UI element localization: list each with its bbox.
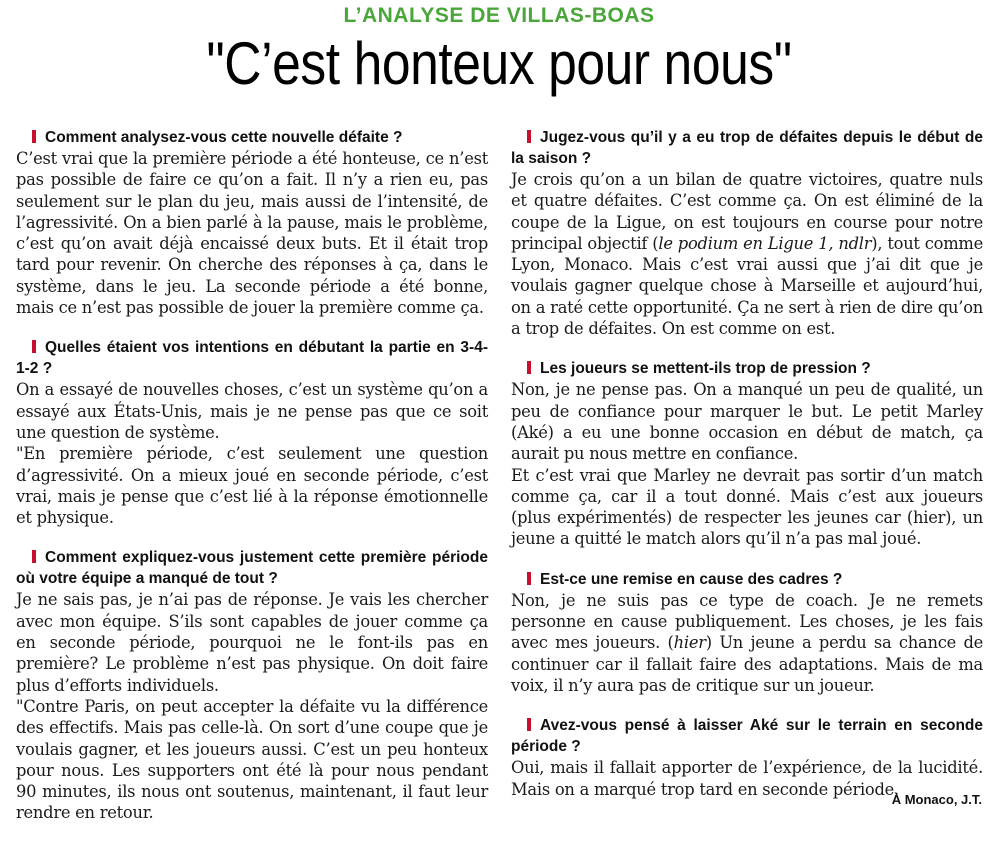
question-marker-icon — [527, 718, 531, 731]
answer-text: ) Un jeune a perdu sa chance de continuer car il fallait faire des adaptations. Mais de ma voix, il n’y aura pas de critique sur un joueur. — [511, 633, 983, 695]
question — [511, 569, 983, 590]
question-text: Les joueurs se mettent-ils trop de pression ? — [540, 360, 871, 378]
answer-text: Je crois qu’on a un bilan de quatre victoires, quatre nuls et quatre défaites. C’est comme ça. On est éliminé de la coupe de la Ligue, on est toujours en course pour notre principal objectif ( — [511, 170, 983, 253]
editor-note: le podium en Ligue 1, ndlr — [658, 233, 872, 253]
question — [511, 715, 983, 757]
qa-block — [511, 715, 983, 800]
answer-text: ), tout comme Lyon, Monaco. Mais c’est vrai aussi que j’ai dit que je voulais gagner quelque chose à Marseille et aujourd’hui, on a raté cette opportunité. Ça ne sert à rien de dire qu’on a trop de défaites. On est comme on est. — [511, 233, 983, 339]
answer — [511, 590, 983, 696]
answer-continued: "Contre Paris, on peut accepter la défaite vu la différence des effectifs. Mais pas celle-là. On sort d’une coupe que je voulais gagner, et les joueurs aussi. C’est un peu honteux pour nous. Les supporters ont été là pour nous pendant 90 minutes, ils nous ont soutenus, maintenant, il faut leur rendre en retour. — [16, 696, 488, 823]
qa-block — [16, 127, 488, 318]
answer: Non, je ne pense pas. On a manqué un peu de qualité, un peu de confiance pour marquer le but. Le petit Marley (Aké) a eu une bonne occasion en début de match, ça aurait pu nous mettre en confiance. — [511, 380, 983, 464]
question-marker-icon — [527, 130, 531, 143]
headline: "C’est honteux pour nous" — [206, 30, 792, 97]
qa-block — [16, 337, 488, 528]
question — [16, 337, 488, 379]
question — [511, 358, 983, 379]
qa-block — [16, 547, 488, 823]
question — [16, 127, 488, 148]
question-text: Avez-vous pensé à laisser Aké sur le terrain en seconde période ? — [511, 717, 983, 756]
question-marker-icon — [32, 340, 36, 353]
question-text: Comment expliquez-vous justement cette première période où votre équipe a manqué de tout ? — [16, 549, 488, 588]
question-marker-icon — [527, 572, 531, 585]
question-text: Jugez-vous qu’il y a eu trop de défaites depuis le début de la saison ? — [511, 129, 983, 167]
answer-continued: "En première période, c’est seulement une question d’agressivité. On a mieux joué en seconde période, c’est vrai, mais je pense que c’est lié à la réponse émotionnelle et physique. — [16, 444, 488, 528]
answer: Je ne sais pas, je n’ai pas de réponse. Je vais les chercher avec mon équipe. S’ils sont capables de jouer comme ça en seconde période, pourquoi ne le font-ils pas en première? Le problème n’est pas physique. On doit faire plus d’efforts individuels. — [16, 590, 488, 695]
answer — [511, 169, 983, 339]
answer: Oui, mais il fallait apporter de l’expérience, de la lucidité. Mais on a marqué trop tard en seconde période. — [511, 758, 983, 799]
question-text: Est-ce une remise en cause des cadres ? — [540, 570, 843, 588]
question-marker-icon — [527, 361, 531, 374]
left-column — [16, 127, 488, 843]
qa-block — [511, 358, 983, 549]
question-text: Comment analysez-vous cette nouvelle défaite ? — [45, 129, 403, 146]
qa-block — [511, 569, 983, 696]
answer: C’est vrai que la première période a été honteuse, ce n’est pas possible de faire ce qu’on a fait. Il n’y a rien eu, pas seulement sur le plan du jeu, mais aussi de l’intensité, de l’agressivité. On a bien parlé à la pause, mais le problème, c’est qu’on avait déjà encaissé deux buts. Et il était trop tard pour revenir. On cherche des réponses à ça, dans le système, dans le jeu. La seconde période a été bonne, mais ce n’est pas possible de jouer la première comme ça. — [16, 149, 488, 318]
answer-text: Non, je ne suis pas ce type de coach. Je ne remets personne en cause publiquement. Les choses, je les fais avec mes joueurs. ( — [511, 590, 983, 653]
answer: On a essayé de nouvelles choses, c’est un système qu’on a essayé aux États-Unis, mais je ne pense pas que ce soit une question de système. — [16, 380, 488, 442]
qa-block — [511, 127, 983, 339]
question-marker-icon — [32, 550, 36, 563]
question-text: Quelles étaient vos intentions en débutant la partie en 3-4-1-2 ? — [16, 339, 488, 378]
editor-note: hier — [673, 633, 706, 653]
question — [16, 547, 488, 589]
answer-continued: Et c’est vrai que Marley ne devrait pas sortir d’un match comme ça, car il a tout donné. Mais c’est aux joueurs (plus expérimentés) de respecter les jeunes car (hier), un jeune a quitté le match alors qu’il n’a pas mal joué. — [511, 465, 983, 549]
right-column — [511, 127, 983, 819]
byline: À Monaco, J.T. — [891, 792, 982, 807]
kicker: L’ANALYSE DE VILLAS-BOAS — [343, 4, 655, 27]
question-marker-icon — [32, 130, 36, 143]
question — [511, 127, 983, 169]
